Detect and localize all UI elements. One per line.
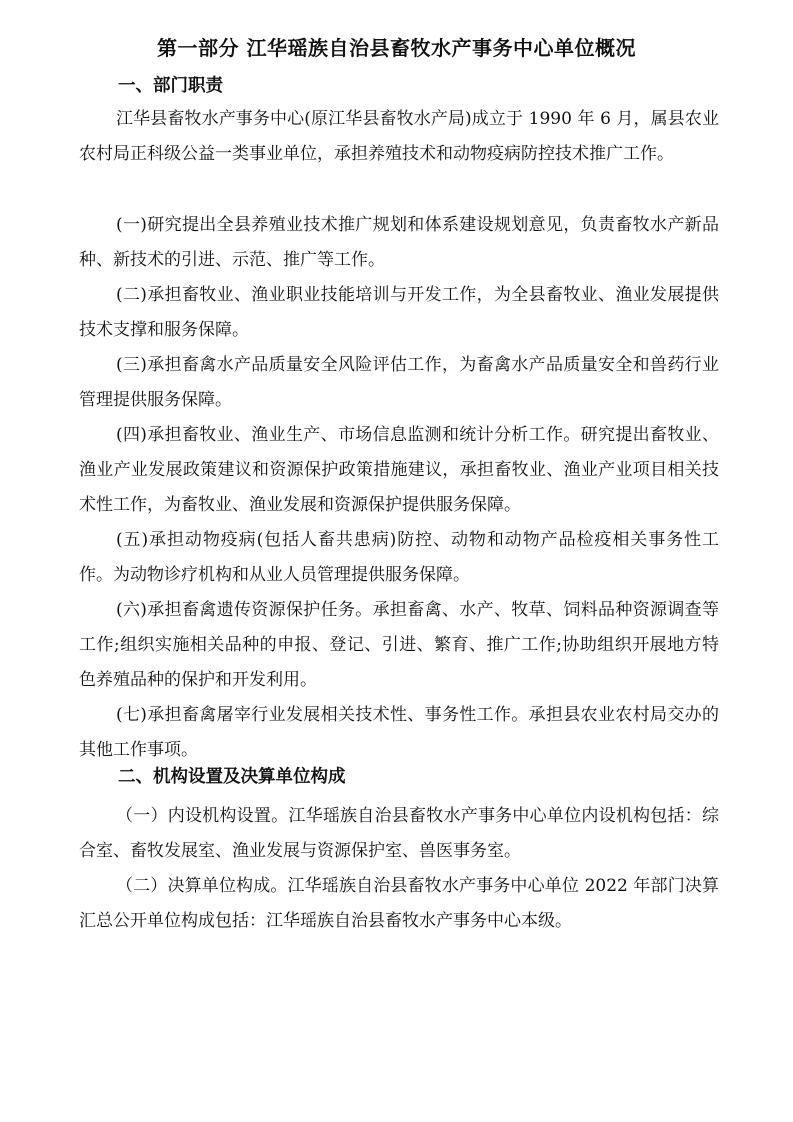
structure-item: （二）决算单位构成。江华瑶族自治县畜牧水产事务中心单位 2022 年部门决算汇总公开单位构成包括：江华瑶族自治县畜牧水产事务中心本级。 [79, 876, 719, 931]
section-heading-duties: 一、部门职责 [118, 76, 223, 96]
duty-item: (七)承担畜禽屠宰行业发展相关技术性、事务性工作。承担县农业农村局交办的其他工作事项。 [79, 705, 719, 760]
page-title: 第一部分 江华瑶族自治县畜牧水产事务中心单位概况 [157, 36, 636, 60]
intro-paragraph: 江华县畜牧水产事务中心(原江华县畜牧水产局)成立于 1990 年 6 月，属县农业农村局正科级公益一类事业单位，承担养殖技术和动物疫病防控技术推广工作。 [79, 109, 719, 164]
structure-item: （一）内设机构设置。江华瑶族自治县畜牧水产事务中心单位内设机构包括：综合室、畜牧发展室、渔业发展与资源保护室、兽医事务室。 [79, 806, 719, 861]
duty-item: (三)承担畜禽水产品质量安全风险评估工作，为畜禽水产品质量安全和兽药行业管理提供服务保障。 [79, 355, 719, 410]
section-heading-structure: 二、机构设置及决算单位构成 [118, 767, 346, 787]
duty-item: (二)承担畜牧业、渔业职业技能培训与开发工作，为全县畜牧业、渔业发展提供技术支撑和服务保障。 [79, 285, 719, 340]
duty-item: (六)承担畜禽遗传资源保护任务。承担畜禽、水产、牧草、饲料品种资源调查等工作;组织实施相关品种的申报、登记、引进、繁育、推广工作;协助组织开展地方特色养殖品种的保护和开发利用。 [79, 600, 719, 690]
duty-item: (五)承担动物疫病(包括人畜共患病)防控、动物和动物产品检疫相关事务性工作。为动物诊疗机构和从业人员管理提供服务保障。 [79, 530, 719, 585]
duty-item: (四)承担畜牧业、渔业生产、市场信息监测和统计分析工作。研究提出畜牧业、渔业产业发展政策建议和资源保护政策措施建议，承担畜牧业、渔业产业项目相关技术性工作，为畜牧业、渔业发展和资源保护提供服务保障。 [79, 425, 719, 515]
duty-item: (一)研究提出全县养殖业技术推广规划和体系建设规划意见，负责畜牧水产新品种、新技术的引进、示范、推广等工作。 [79, 215, 719, 270]
